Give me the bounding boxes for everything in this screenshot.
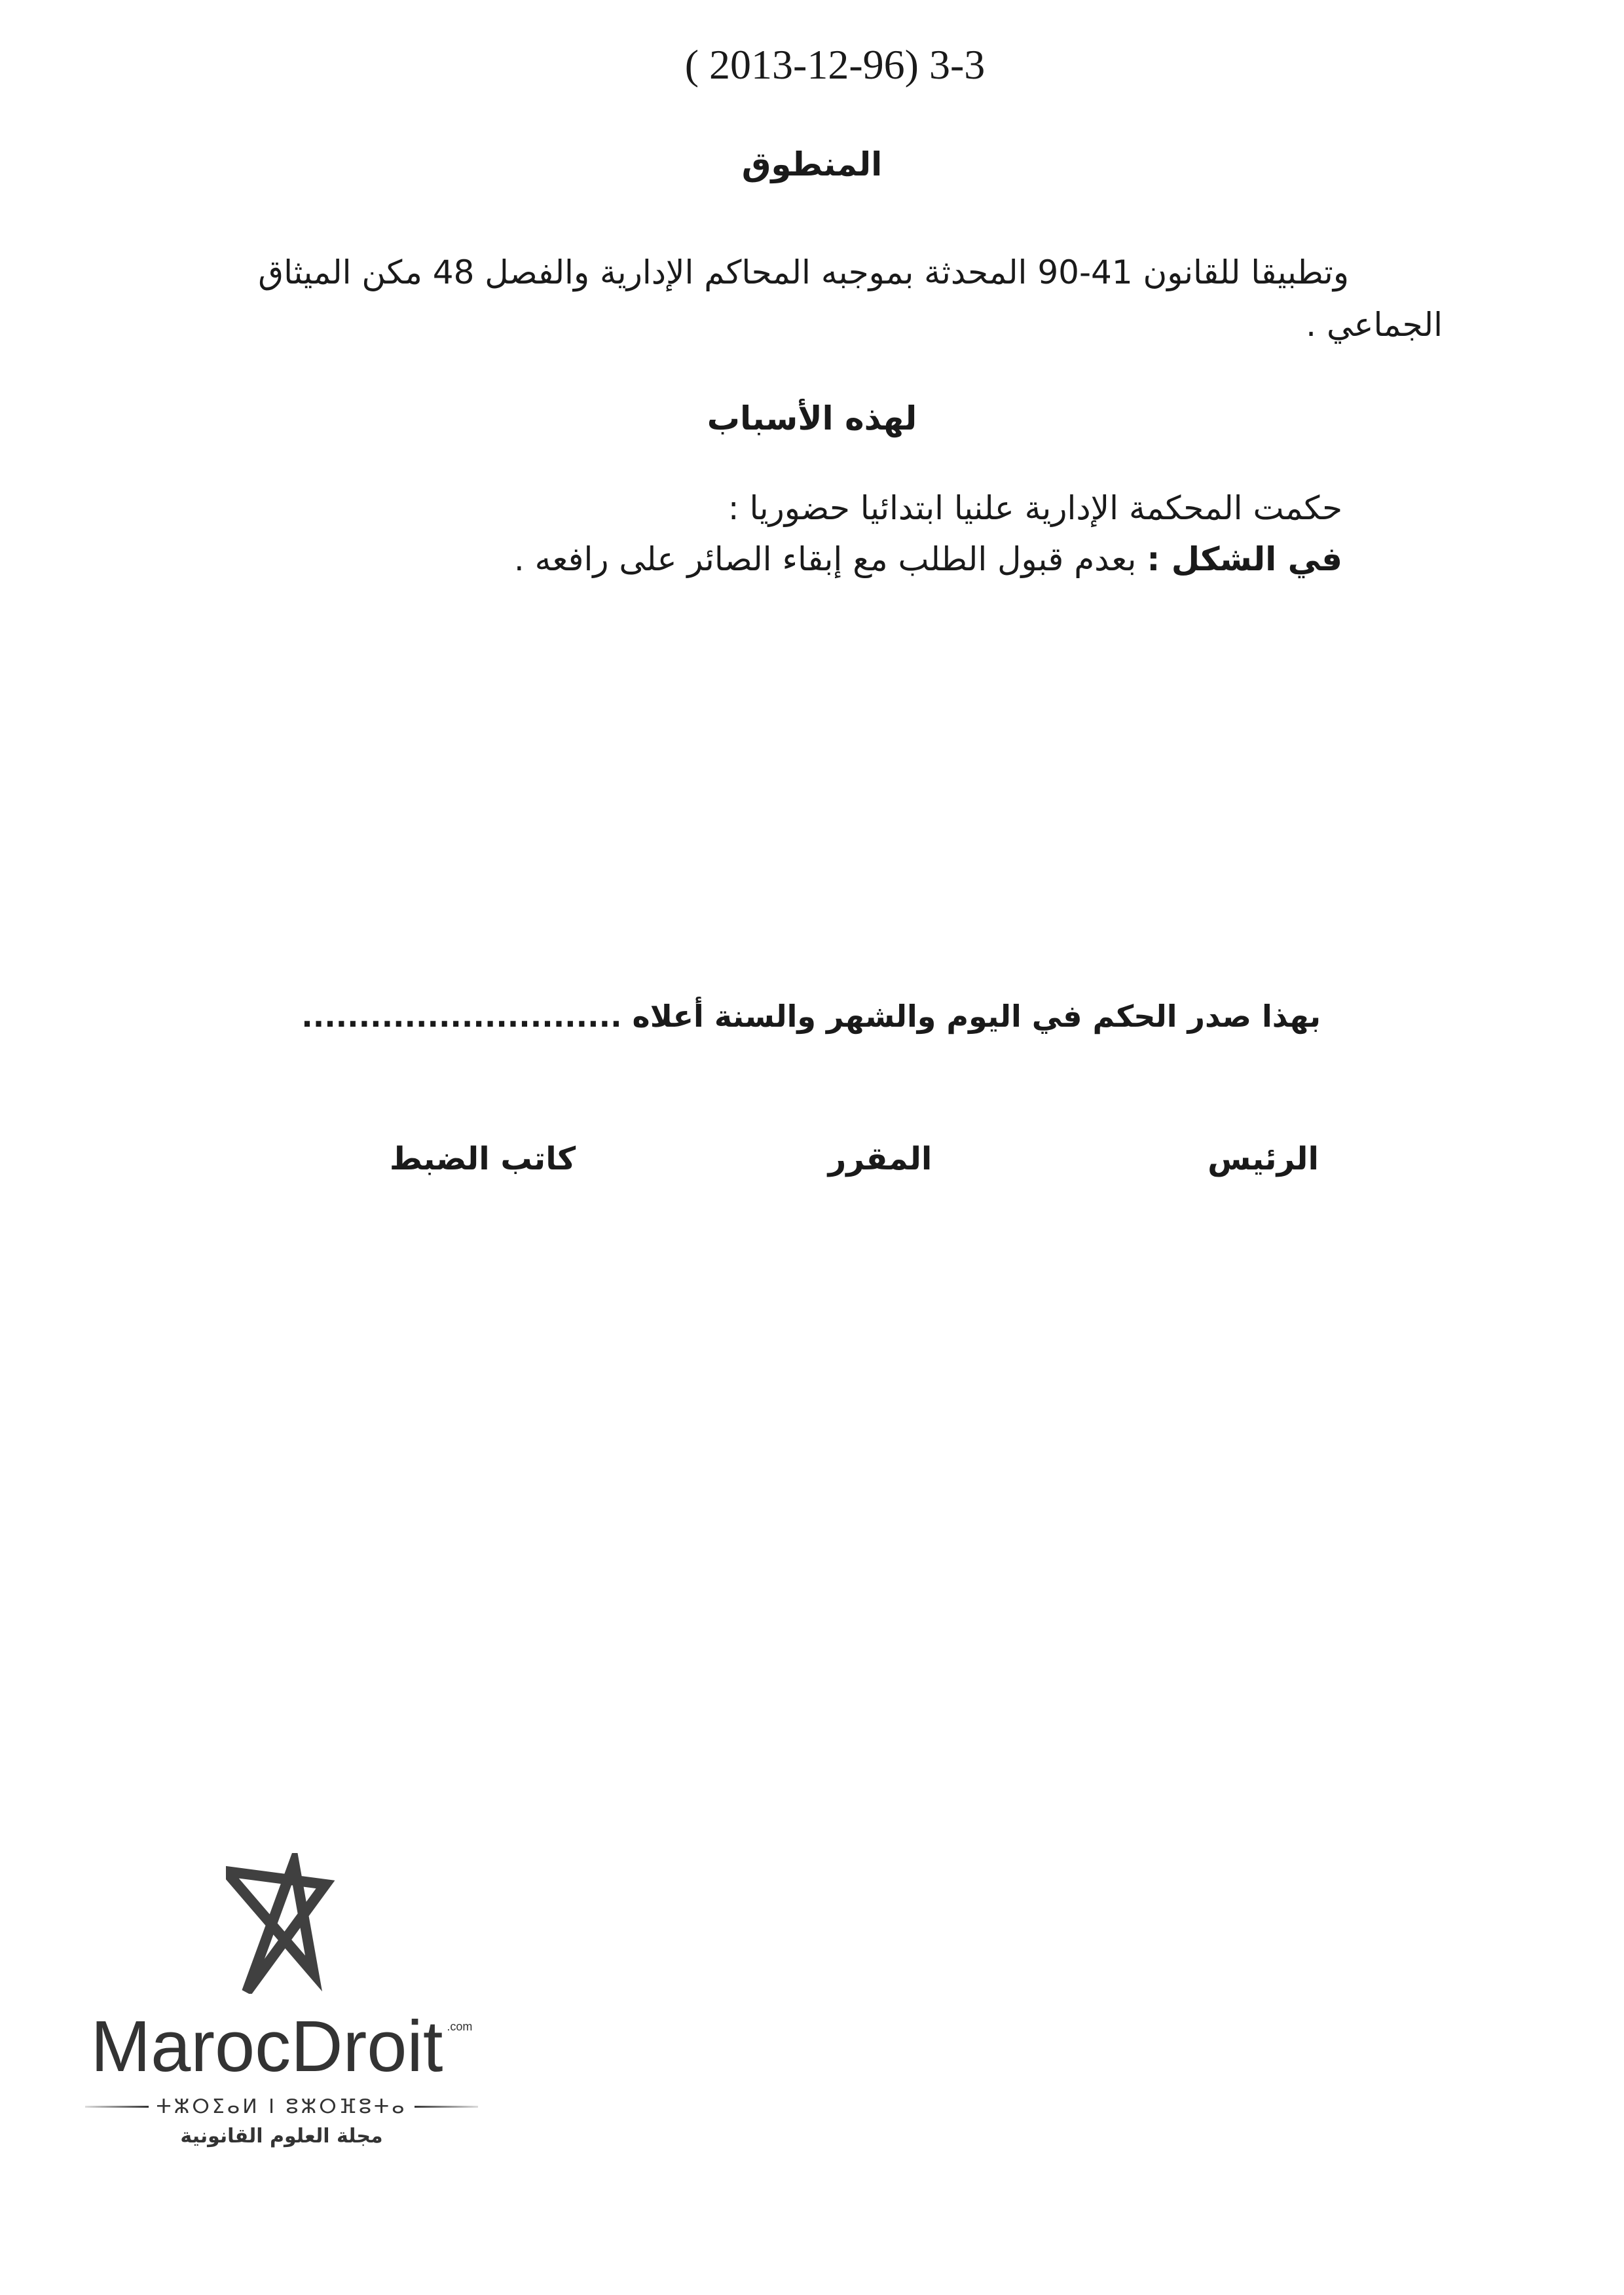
judgment-form-text: بعدم قبول الطلب مع إبقاء الصائر على رافعه . [513, 540, 1147, 578]
ruling-title: المنطوق [741, 145, 883, 183]
logo-brand: MarocDroit [90, 2006, 443, 2087]
reasons-title: لهذه الأسباب [707, 399, 917, 437]
logo-tifinagh-row [85, 2094, 478, 2120]
judgment-form-line [514, 533, 1342, 585]
ruling-text-line1: وتطبيقا للقانون 41-90 المحدثة بموجبه المحاكم الإدارية والفصل 48 مكن الميثاق [258, 253, 1349, 291]
logo-brand-row [91, 2006, 473, 2089]
star-icon [226, 1853, 337, 1994]
signature-clerk: كاتب الضبط [389, 1141, 576, 1177]
judgment-line1: حكمت المحكمة الإدارية علنيا ابتدائيا حضوريا : [728, 489, 1342, 527]
logo-subtitle: مجلة العلوم القانونية [180, 2124, 383, 2148]
page-reference: ( 2013-12-96) 3-3 [684, 41, 986, 88]
marocdroit-logo [72, 1853, 491, 2149]
ruling-text-line2: الجماعي . [1306, 306, 1443, 344]
signature-president: الرئيس [1208, 1141, 1319, 1177]
signature-rapporteur: المقرر [828, 1141, 932, 1177]
logo-divider-left [85, 2106, 149, 2108]
issued-line: بهذا صدر الحكم في اليوم والشهر والسنة أعلاه ............................ [301, 999, 1321, 1034]
logo-tifinagh: ⵜⵣⵔⵉⴰⵍ ⵏ ⵓⵣⵔⴼⵓⵜⴰ [156, 2095, 407, 2118]
logo-tld: .com [447, 2020, 473, 2033]
logo-divider-right [415, 2106, 478, 2108]
judgment-form-label: في الشكل : [1147, 540, 1342, 578]
